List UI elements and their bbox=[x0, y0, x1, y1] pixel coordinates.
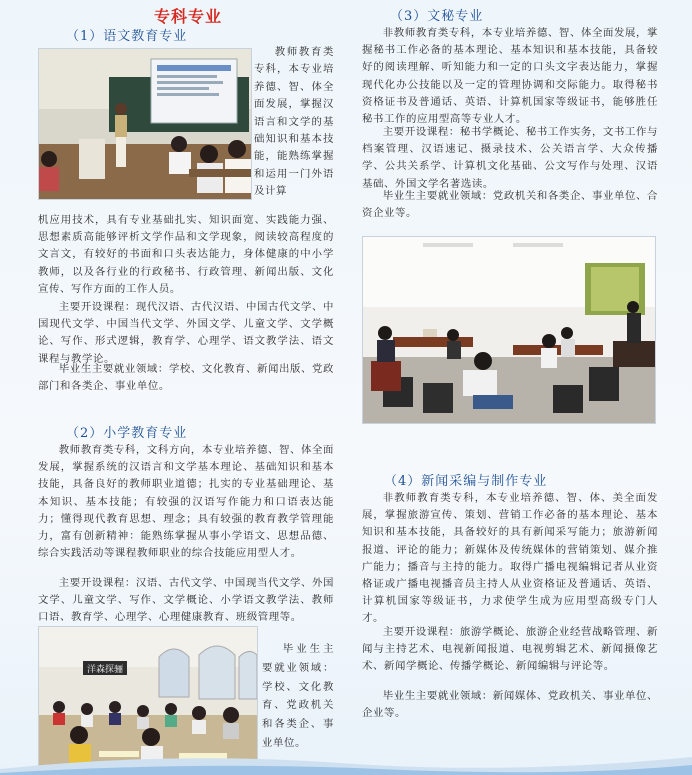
section-title-chinese: （1）语文教育专业 bbox=[66, 29, 188, 44]
library-reading-illustration bbox=[363, 237, 655, 423]
news-intro-text: 非教师教育类专科，本专业培养德、智、体、美全面发展，掌握旅游宣传、策划、营销工作必备的基本理论、基本知识和基本技能，具备较好的具有新闻采写能力；旅游新闻报道、评论的能力；新媒体及传统媒体的营销策划、媒介推广能力；播音与主持的能力。取得广播电视编辑记者从业资格证或广播电视播音员主持人从业资格证及普通话、英语、计算机国家等级证书，力求使学生成为应用型高级专门人才。 bbox=[362, 492, 658, 625]
section-title-secretary: （3）文秘专业 bbox=[390, 9, 484, 24]
chinese-jobs-text: 毕业生主要就业领域：学校、文化教育、新闻出版、党政部门和各类企、事业单位。 bbox=[38, 363, 334, 393]
classroom-lecture-photo bbox=[38, 48, 252, 200]
chinese-intro-text: 教师教育类专科，本专业培养德、智、体全面发展，掌握汉语言和文学的基础知识和基本技能，能熟练掌握和运用一门外语及计算 bbox=[254, 46, 334, 198]
primary-jobs-text: 毕业生主要就业领域：学校、文化教育、党政机关和各类企、事业单位。 bbox=[262, 643, 334, 749]
primary-courses-text: 主要开设课程：汉语、古代文学、中国现当代文学、外国文学、儿童文学、写作、文学概论、小学语文教学法、教师口语、教育学、心理学、心理健康教育、班级管理等。 bbox=[38, 577, 334, 624]
library-reading-photo bbox=[362, 236, 656, 424]
secretary-courses-text: 主要开设课程：秘书学概论、秘书工作实务，文书工作与档案管理、汉语速记、摄录技术、公关语言学、大众传播学、公共关系学、计算机文化基础、公文写作与处理、汉语基础、外国文学名著选读。 bbox=[362, 126, 658, 190]
chinese-courses-text: 主要开设课程：现代汉语、古代汉语、中国古代文学、中国现代文学、中国当代文学、外国文学、儿童文学、文学概论、写作、形式逻辑，教育学、心理学、语文教学法、语文课程与教学论。 bbox=[38, 301, 334, 365]
chinese-intro-continued: 机应用技术，具有专业基础扎实、知识面宽、实践能力强、思想素质高能够评析文学作品和文学现象，阅读较高程度的文言文，有较好的书面和口头表达能力，身体健康的中小学教师，以及各行业的行政秘书、行政管理、新闻出版、文化宣传、写作方面的工作人员。 bbox=[38, 214, 334, 295]
news-courses-text: 主要开设课程：旅游学概论、旅游企业经营战略管理、新闻与主持艺术、电视新闻报道、电视剪辑艺术、新闻摄像艺术、新闻学概论、传播学概论、新闻编辑与评论等。 bbox=[362, 626, 658, 673]
secretary-intro-text: 非教师教育类专科，本专业培养德、智、体全面发展，掌握秘书工作必备的基本理论、基本知识和基本技能，具备较好的阅读理解、听知能力和一定的口头文字表达能力，掌握现代化办公技能以及一定的管理协调和交际能力。取得秘书资格证书及普通话、英语、计算机国家等级证书，能够胜任秘书工作的应用型高等专业人才。 bbox=[362, 27, 658, 126]
classroom-lecture-illustration bbox=[39, 49, 251, 199]
section-title-news: （4）新闻采编与制作专业 bbox=[384, 474, 548, 489]
section-title-primary: （2）小学教育专业 bbox=[66, 426, 188, 441]
exam-hall-sign-text: 洋森探骊 bbox=[86, 665, 124, 675]
page-title: 专科专业 bbox=[153, 7, 222, 26]
primary-intro-text: 教师教育类专科，文科方向，本专业培养德、智、体全面发展，掌握系统的汉语言和文学基本理论、基础知识和基本技能，具备良好的教师职业道德；扎实的专业基础理论、基本知识、基本技能；有较强的汉语写作能力和口语表达能力；懂得现代教育思想、理念；具有较强的教育教学管理能力，富有创新精神：能熟练掌握从事小学语文、思想品德、综合实践活动等课程教师职业的综合技能应用型人才。 bbox=[38, 444, 334, 560]
news-jobs-text: 毕业生主要就业领域：新闻媒体、党政机关、事业单位、企业等。 bbox=[362, 690, 658, 720]
secretary-jobs-text: 毕业生主要就业领域：党政机关和各类企、事业单位、合资企业等。 bbox=[362, 190, 658, 220]
bottom-wave-decoration bbox=[0, 741, 692, 775]
